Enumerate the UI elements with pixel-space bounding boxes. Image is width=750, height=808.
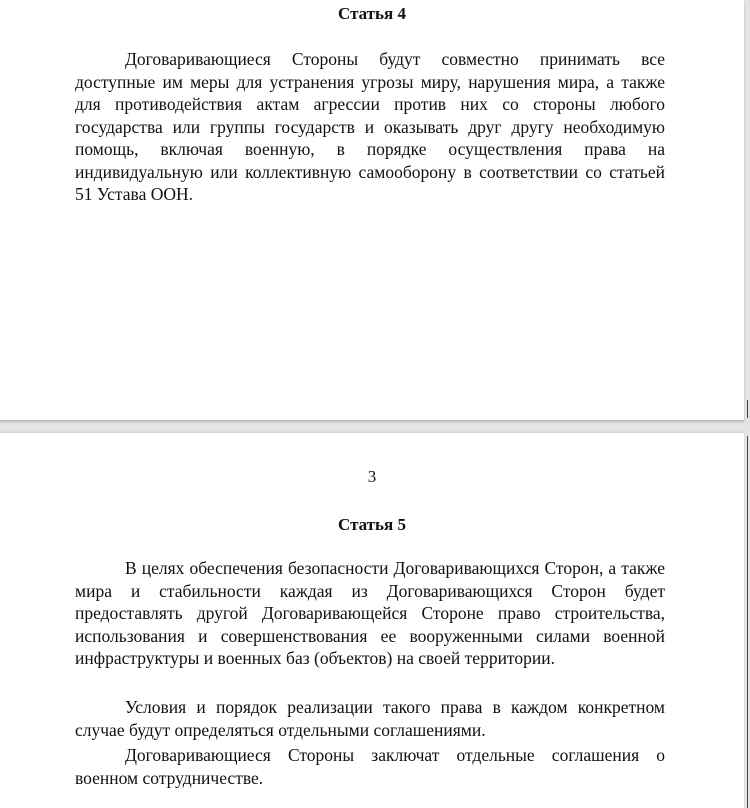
page-edge-mark [747, 400, 748, 418]
page-number: 3 [367, 467, 377, 486]
article-5-paragraph-1: В целях обеспечения безопасности Договаривающихся Сторон, а также мира и стабильности каждая из Договаривающихся Сторон будет предоставлять другой Договаривающейся Стороне право строительства, использования и совершенствования ее вооруженными силами военной инфраструктуры и военных баз (объектов) на своей территории. [75, 558, 665, 668]
document-page-bottom [0, 433, 744, 808]
article-4-paragraph: Договаривающиеся Стороны будут совместно принимать все доступные им меры для устранения угрозы миру, нарушения мира, а также для противодействия актам агрессии против них со стороны любого государства или группы государств и оказывать друг другу необходимую помощь, включая военную, в порядке осуществления права на индивидуальную или коллективную самооборону в соответствии со статьей 51 Устава ООН. [75, 49, 665, 204]
article-5-paragraph-2: Условия и порядок реализации такого права в каждом конкретном случае будут определяться отдельными соглашениями. [75, 697, 665, 740]
article-5-heading: Статья 5 [338, 515, 406, 534]
article-5-paragraph-3: Договаривающиеся Стороны заключат отдельные соглашения о военном сотрудничестве. [75, 745, 665, 788]
article-4-heading: Статья 4 [338, 4, 406, 23]
page-edge-line [747, 436, 748, 808]
